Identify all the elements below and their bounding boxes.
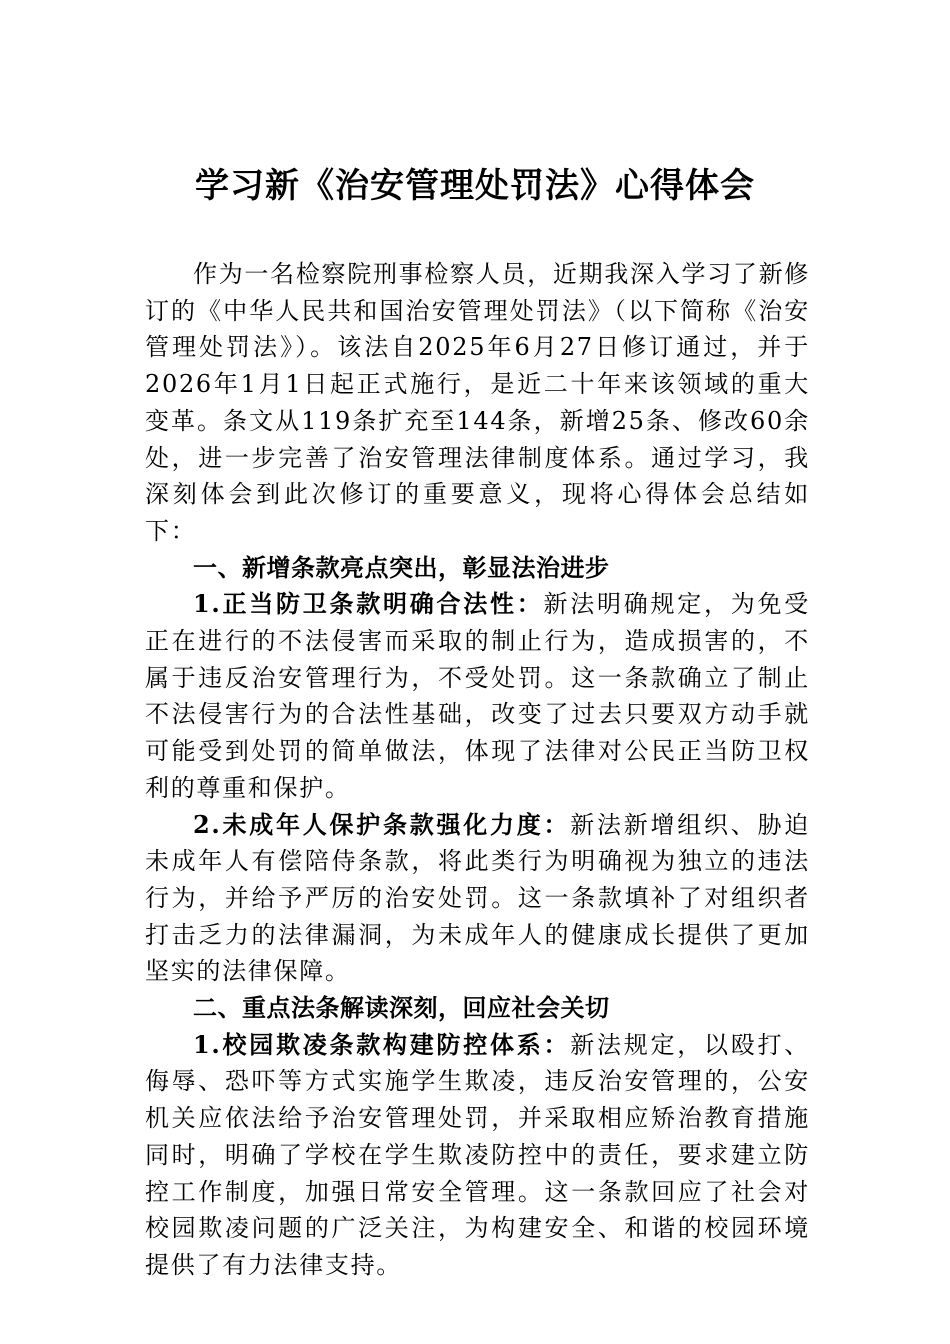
- intro-paragraph: 作为一名检察院刑事检察人员，近期我深入学习了新修订的《中华人民共和国治安管理处罚法》（以下简称《治安管理处罚法》）。该法自2025年6月27日修订通过，并于2026年1月1日起正式施行，是近二十年来该领域的重大变革。条文从119条扩充至144条，新增25条、修改60余处，进一步完善了治安管理法律制度体系。通过学习，我深刻体会到此次修订的重要意义，现将心得体会总结如下：: [145, 260, 810, 545]
- section-1-item-2-text: 新法新增组织、胁迫未成年人有偿陪侍条款，将此类行为明确视为独立的违法行为，并给予严厉的治安处罚。这一条款填补了对组织者打击乏力的法律漏洞，为未成年人的健康成长提供了更加坚实的法律保障。: [145, 810, 810, 986]
- section-1-item-1: [145, 586, 810, 806]
- section-1-heading: 一、新增条款亮点突出，彰显法治进步: [193, 553, 610, 582]
- section-1-item-2-lead: 2.未成年人保护条款强化力度：: [193, 809, 571, 839]
- section-1-item-1-lead: 1.正当防卫条款明确合法性：: [193, 589, 544, 619]
- section-1-item-1-text: 新法明确规定，为免受正在进行的不法侵害而采取的制止行为，造成损害的，不属于违反治安管理行为，不受处罚。这一条款确立了制止不法侵害行为的合法性基础，改变了过去只要双方动手就可能受到处罚的简单做法，体现了法律对公民正当防卫权利的尊重和保护。: [145, 590, 810, 802]
- document-body: [145, 256, 810, 1284]
- section-2-item-1: [145, 1027, 810, 1284]
- section-2-heading: 二、重点法条解读深刻，回应社会关切: [193, 994, 610, 1023]
- section-2-item-1-text: 新法规定，以殴打、侮辱、恐吓等方式实施学生欺凌，违反治安管理的，公安机关应依法给予治安管理处罚，并采取相应矫治教育措施同时，明确了学校在学生欺凌防控中的责任，要求建立防控工作制度，加强日常安全管理。这一条款回应了社会对校园欺凌问题的广泛关注，为构建安全、和谐的校园环境提供了有力法律支持。: [145, 1030, 810, 1279]
- section-2-item-1-lead: 1.校园欺凌条款构建防控体系：: [193, 1029, 571, 1059]
- document-title: 学习新《治安管理处罚法》心得体会: [195, 166, 755, 206]
- section-1-item-2: [145, 807, 810, 991]
